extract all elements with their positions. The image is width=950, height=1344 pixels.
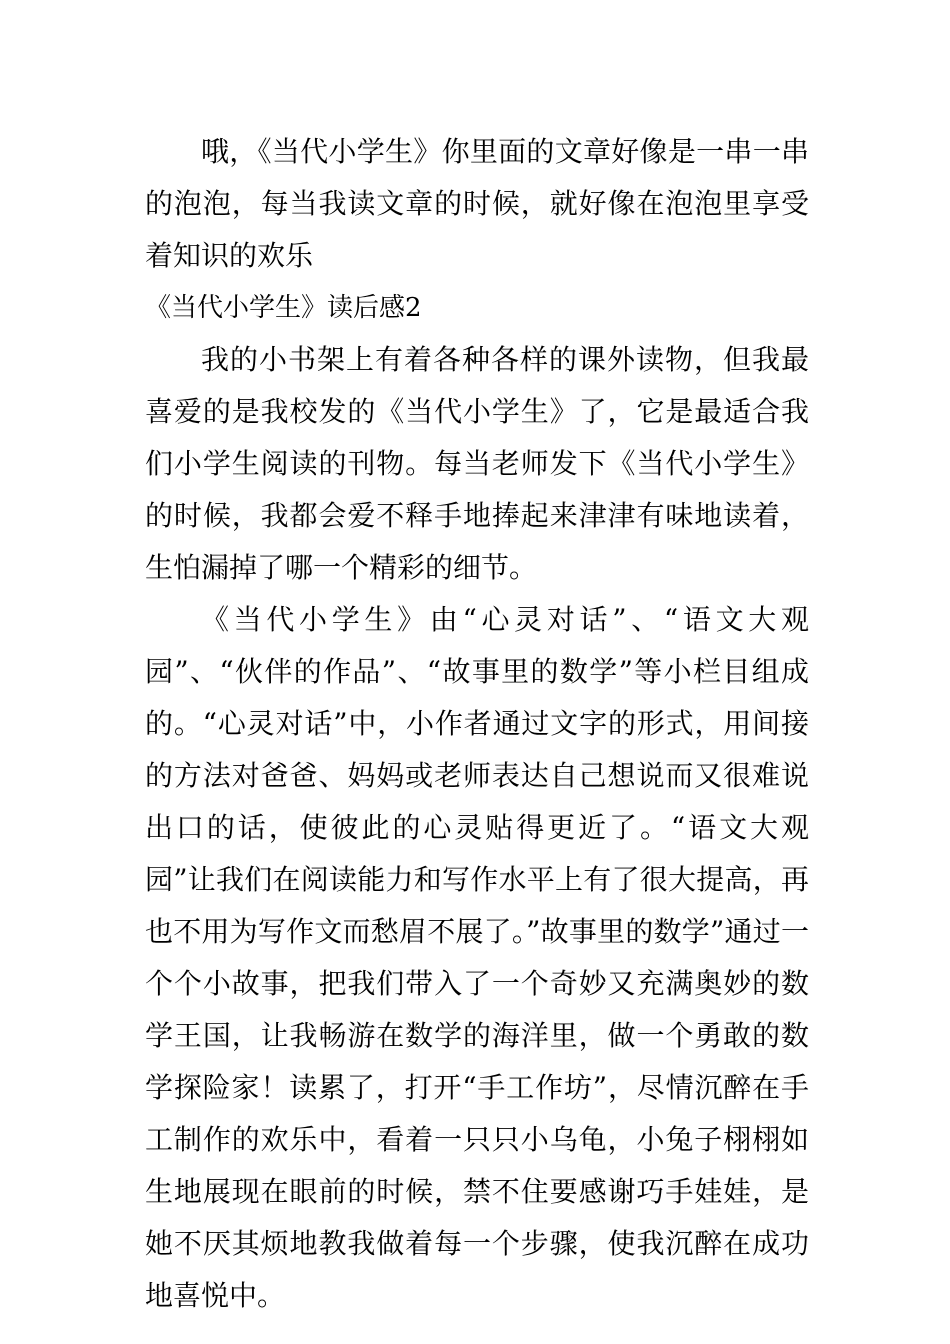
- section-heading: 《当代小学生》读后感2: [145, 293, 422, 323]
- paragraph-2: 我的小书架上有着各种各样的课外读物，但我最喜爱的是我校发的《当代小学生》了，它是最适合我们小学生阅读的刊物。每当老师发下《当代小学生》的时候，我都会爱不释手地捧起来津津有味地读着，生怕漏掉了哪一个精彩的细节。: [145, 343, 809, 584]
- paragraph-3: 《当代小学生》由“心灵对话”、“语文大观园”、“伙伴的作品”、“故事里的数学”等小栏目组成的。“心灵对话”中，小作者通过文字的形式，用间接的方法对爸爸、妈妈或老师表达自己想说而又很难说出口的话，使彼此的心灵贴得更近了。“语文大观园”让我们在阅读能力和写作水平上有了很大提高，再也不用为写作文而愁眉不展了。”故事里的数学”通过一个个小故事，把我们带入了一个奇妙又充满奥妙的数学王国，让我畅游在数学的海洋里，做一个勇敢的数学探险家！读累了，打开“手工作坊”，尽情沉醉在手工制作的欢乐中，看着一只只小乌龟，小兔子栩栩如生地展现在眼前的时候，禁不住要感谢巧手娃娃，是她不厌其烦地教我做着每一个步骤，使我沉醉在成功地喜悦中。: [145, 603, 809, 1312]
- document-page: [145, 126, 809, 1322]
- paragraph-1: 哦，《当代小学生》你里面的文章好像是一串一串的泡泡，每当我读文章的时候，就好像在泡泡里享受着知识的欢乐: [145, 135, 809, 272]
